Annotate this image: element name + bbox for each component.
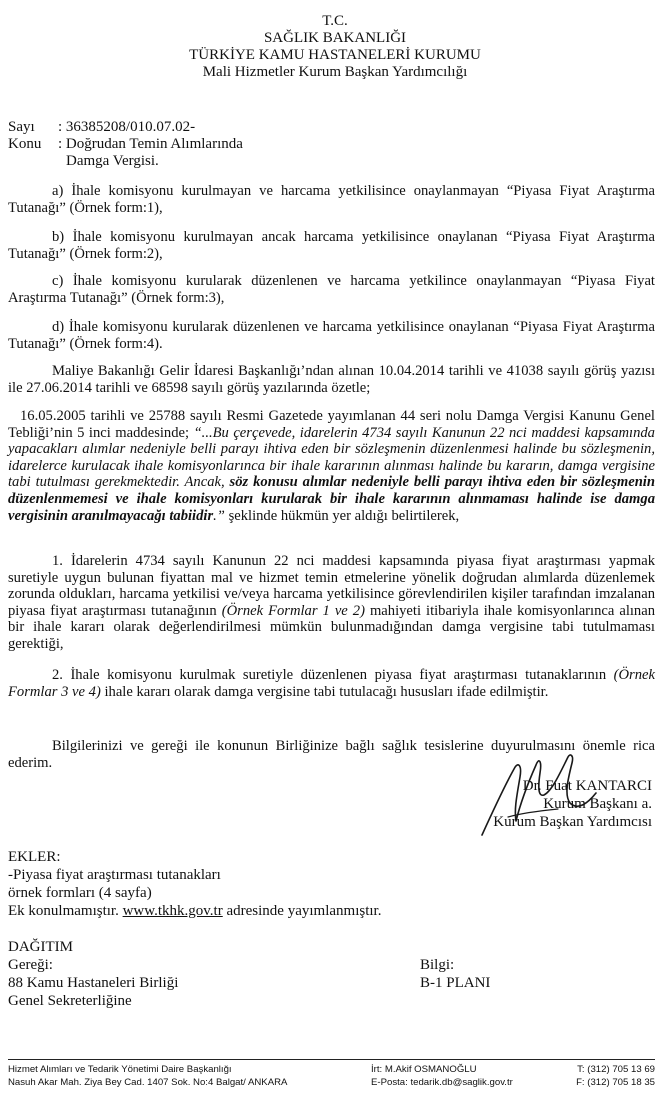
p2-end: şeklinde hükmün yer aldığı belirtilerek, [228, 507, 460, 524]
konu-label: Konu [8, 136, 42, 152]
p3-start: 1. İdarelerin 4734 sayılı Kanunun 22 nci maddesi kapsamında piyasa fiyat araştırması yapmak suretiyle uygun bulunan fiyattan mal ve hizmet temin etmelerine yönelik doğrudan alımlarda düzenlemek zorunda oldukları, harcama yetkilisi ve/veya harcama yetkilisince görevlendirilen kişiler tarafından imzalanan piyasa fiyat araştırması tutanağının [8, 553, 655, 619]
meta-sayi [8, 119, 195, 136]
p2-quote-bold: söz konusu alımlar nedeniyle belli parayı ihtiva eden bir sözleşmenin düzenlenmemesi ve ihale komisyonları kurularak bir ihale kararının alınmaması halinde ise damga vergisinin aranılmayacağı tabiidir [8, 474, 655, 524]
item-b: b) İhale komisyonu kurulmayan ancak harcama yetkilisince onaylanan “Piyasa Fiyat Araştırma Tutanağı” (Örnek form:2), [8, 229, 655, 262]
distribution-geregi-line-1: 88 Kamu Hastaneleri Birliği [8, 975, 179, 991]
footer-department: Hizmet Alımları ve Tedarik Yönetimi Daire Başkanlığı [8, 1064, 232, 1075]
attachments-line-1: -Piyasa fiyat araştırması tutanakları [8, 867, 221, 883]
item-c: c) İhale komisyonu kurularak düzenlenen ve harcama yetkilince onaylanmayan “Piyasa Fiyat Araştırma Tutanağı” (Örnek form:3), [8, 273, 655, 306]
attachments-note: Ek konulmamıştır. [8, 903, 123, 919]
item-d: d) İhale komisyonu kurularak düzenlenen ve harcama yetkilisince onaylanan “Piyasa Fiyat Araştırma Tutanağı” (Örnek form:4). [8, 319, 655, 352]
footer-address [8, 1064, 287, 1089]
header-institution: TÜRKİYE KAMU HASTANELERİ KURUMU [189, 47, 481, 63]
page-footer [8, 1059, 655, 1088]
signatory-title-1: Kurum Başkanı a. [543, 796, 652, 812]
p3-forms: (Örnek Formlar 1 ve 2) [221, 602, 365, 619]
sayi-label: Sayı [8, 119, 35, 135]
paragraph-opinion: Maliye Bakanlığı Gelir İdaresi Başkanlığı’ndan alınan 10.04.2014 tarihli ve 41038 sayılı görüş yazısı ile 27.06.2014 tarihli ve 68598 sayılı görüş yazılarında özetle; [8, 363, 655, 396]
footer-fax: F: (312) 705 18 35 [576, 1076, 655, 1088]
distribution-bilgi-line-1: B-1 PLANI [420, 975, 491, 991]
footer-phones [576, 1064, 655, 1089]
footer-street: Nasuh Akar Mah. Ziya Bey Cad. 1407 Sok. No:4 Balgat/ ANKARA [8, 1076, 288, 1088]
distribution-label: DAĞITIM [8, 939, 73, 955]
paragraph-closing: Bilgilerinizi ve gereği ile konunun Birliğinize bağlı sağlık tesislerine duyurulmasını önemle rica ederim. [8, 738, 655, 771]
header-tc: T.C. [322, 13, 348, 29]
header-ministry: SAĞLIK BAKANLIĞI [263, 30, 407, 46]
attachments-label: EKLER: [8, 849, 61, 865]
item-a: a) İhale komisyonu kurulmayan ve harcama yetkilisince onaylanmayan “Piyasa Fiyat Araştırma Tutanağı” (Örnek form:1), [8, 183, 655, 216]
p2-quote-end: .” [213, 507, 229, 524]
website-link[interactable]: www.tkhk.gov.tr [122, 903, 223, 919]
distribution-bilgi-label: Bilgi: [420, 957, 455, 973]
attachments-note-end: adresinde yayımlanmıştır. [222, 903, 382, 919]
p2-quote: “...Bu çerçevede, idarelerin 4734 sayılı Kanunun 22 nci maddesi kapsamında yapacakları alımlar nedeniyle belli parayı ihtiva eden bir sözleşmenin düzenlenmesi halinde bu sözleşmenin, idarelerce kurulacak ihale komisyonlarınca bir ihale kararının alınması halinde bu kararın, damga vergisine tabi tutulması gerekmektedir. Ancak, [8, 424, 655, 491]
paragraph-point-1 [8, 553, 655, 653]
sayi-value: : 36385208/010.07.02- [58, 119, 196, 135]
footer-contact-person: İrt: M.Akif OSMANOĞLU [371, 1064, 477, 1075]
konu-value: : Doğrudan Temin Alımlarında [58, 136, 243, 152]
meta-konu [8, 136, 243, 153]
paragraph-communique [8, 408, 655, 524]
signatory-name: Dr. Fuat KANTARCI [522, 778, 652, 794]
p4-forms: (Örnek Formlar 3 ve 4) [8, 667, 655, 700]
distribution-geregi-line-2: Genel Sekreterliğine [8, 993, 132, 1009]
footer-contact [371, 1064, 513, 1089]
signatory-title-2: Kurum Başkan Yardımcısı [493, 814, 652, 830]
distribution-geregi-label: Gereği: [8, 957, 53, 973]
paragraph-point-2 [8, 667, 655, 700]
attachments-line-2: örnek formları (4 sayfa) [8, 885, 152, 901]
footer-phone: T: (312) 705 13 69 [577, 1064, 655, 1075]
p3-end: mahiyeti itibariyla ihale komisyonlarınca alınan bir ihale kararı olarak değerlendirilmesi mümkün bulunmadığından damga vergisine tabi tutulmaması gerektiği, [8, 602, 656, 652]
p4-start: 2. İhale komisyonu kurulmak suretiyle düzenlenen piyasa fiyat araştırması tutanaklarının [52, 667, 614, 683]
p4-end: ihale kararı olarak damga vergisine tabi tutulacağı hususları ifade edilmiştir. [100, 683, 549, 700]
attachments-line-3 [8, 903, 381, 921]
footer-email: E-Posta: tedarik.db@saglik.gov.tr [371, 1076, 513, 1088]
konu-value-line2: Damga Vergisi. [66, 153, 159, 169]
header-department: Mali Hizmetler Kurum Başkan Yardımcılığı [202, 64, 468, 80]
p2-start: 16.05.2005 tarihli ve 25788 sayılı Resmi Gazetede yayımlanan 44 seri nolu Damga Vergisi Kanunu Genel Tebliği’nin 5 inci maddesinde; [8, 408, 655, 441]
